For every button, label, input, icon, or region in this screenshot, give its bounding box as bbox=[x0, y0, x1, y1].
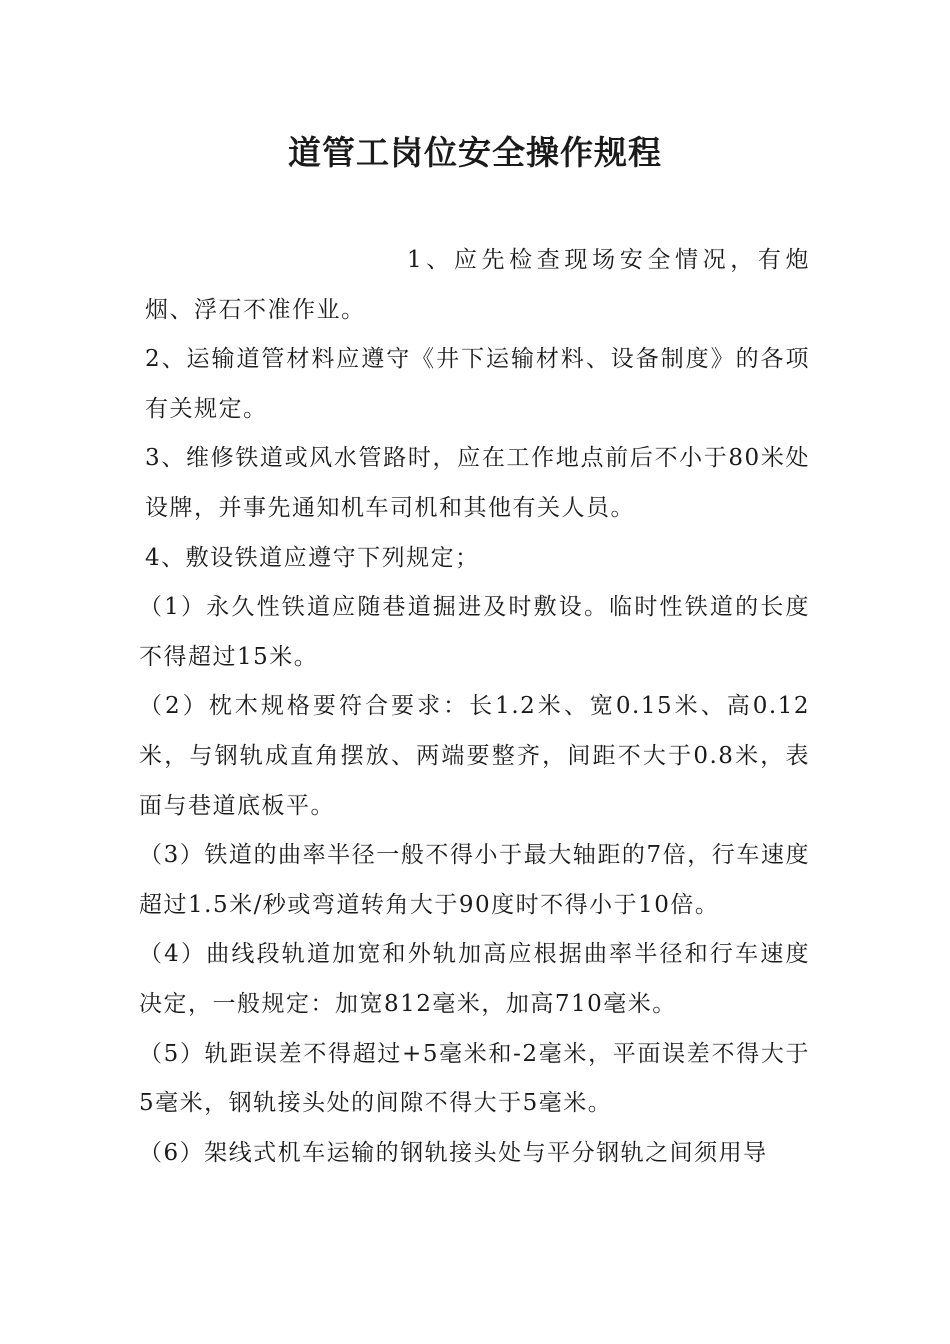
paragraph-4-5: （5）轨距误差不得超过+5毫米和-2毫米，平面误差不得大于5毫米，钢轨接头处的间隙不得大于5毫米。 bbox=[139, 1040, 810, 1117]
paragraph-4-2: （2）枕木规格要符合要求：长1.2米、宽0.15米、高0.12米，与钢轨成直角摆放、两端要整齐，间距不大于0.8米，表面与巷道底板平。 bbox=[139, 693, 810, 819]
document-title: 道管工岗位安全操作规程 bbox=[288, 133, 662, 172]
document-body bbox=[139, 236, 810, 1178]
paragraph-2: 2、运输道管材料应遵守《井下运输材料、设备制度》的各项有关规定。 bbox=[145, 346, 810, 422]
paragraph-3: 3、维修铁道或风水管路时，应在工作地点前后不小于80米处设牌，并事先通知机车司机和其他有关人员。 bbox=[145, 445, 810, 521]
paragraph-1: 1、应先检查现场安全情况，有炮烟、浮石不准作业。 bbox=[145, 247, 810, 323]
paragraph-4-3: （3）铁道的曲率半径一般不得小于最大轴距的7倍，行车速度超过1.5米/秒或弯道转角大于90度时不得小于10倍。 bbox=[139, 842, 810, 918]
paragraph-4-6: （6）架线式机车运输的钢轨接头处与平分钢轨之间须用导 bbox=[139, 1139, 768, 1166]
paragraph-4: 4、敷设铁道应遵守下列规定； bbox=[145, 544, 480, 571]
paragraph-4-1: （1）永久性铁道应随巷道掘进及时敷设。临时性铁道的长度不得超过15米。 bbox=[139, 594, 810, 670]
paragraph-4-4: （4）曲线段轨道加宽和外轨加高应根据曲率半径和行车速度决定，一般规定：加宽812毫米，加高710毫米。 bbox=[139, 941, 810, 1017]
